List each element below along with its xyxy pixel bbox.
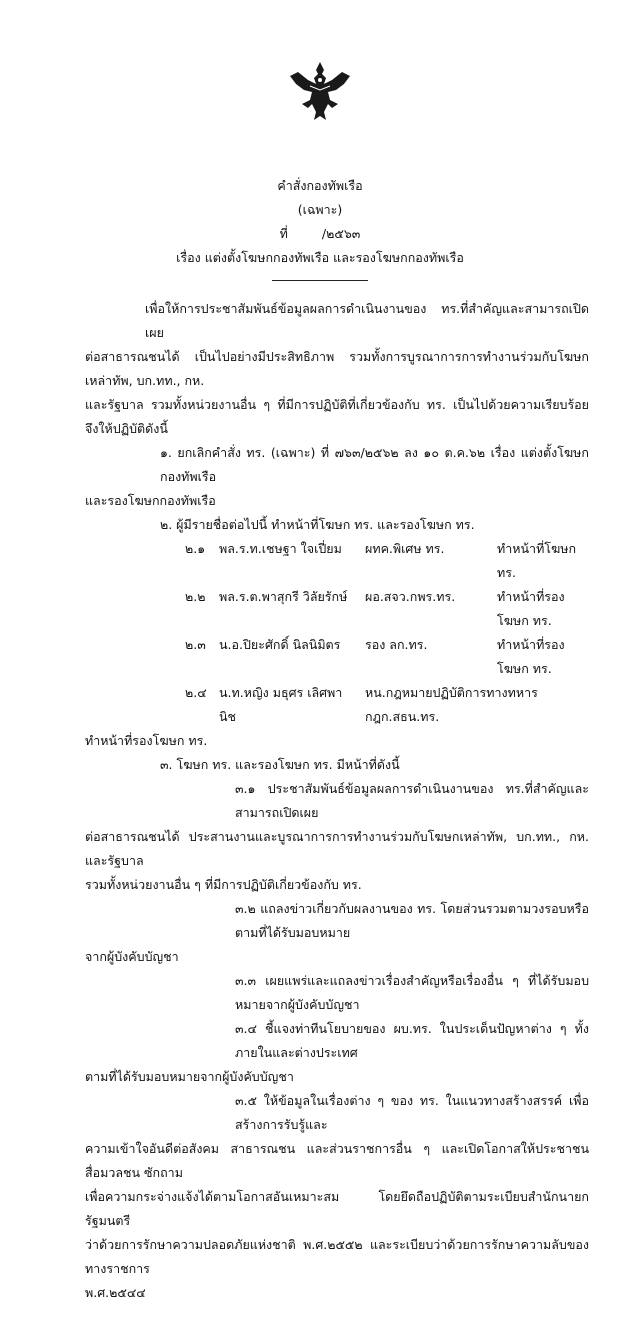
appointee-position: ผอ.สจว.กพร.ทร. xyxy=(365,589,456,604)
duty-3-5-cont: พ.ศ.๒๕๔๔ xyxy=(85,1285,146,1300)
duty-3-5: ๓.๕ ให้ข้อมูลในเรื่องต่าง ๆ ของ ทร. ในแนวทางสร้างสรรค์ เพื่อสร้างการรับรู้และ xyxy=(235,1093,589,1132)
subject: เรื่อง แต่งตั้งโฆษกกองทัพเรือ และรองโฆษกกองทัพเรือ xyxy=(176,250,464,265)
appointee-number: ๒.๒ xyxy=(185,589,206,604)
divider xyxy=(272,280,368,281)
appointee-role: ทำหน้าที่โฆษก ทร. xyxy=(497,541,577,580)
duty-3-2-cont: จากผู้บังคับบัญชา xyxy=(85,949,179,964)
document-body xyxy=(0,124,640,1325)
duty-3-5-cont: ว่าด้วยการรักษาความปลอดภัยแห่งชาติ พ.ศ.๒๕๕๒ และระเบียบว่าด้วยการรักษาความลับของทางราชการ xyxy=(85,1237,589,1276)
duty-3-1-cont: รวมทั้งหน่วยงานอื่น ๆ ที่มีการปฏิบัติเกี่ยวข้องกับ ทร. xyxy=(85,877,362,892)
duty-3-3: ๓.๓ เผยแพร่และแถลงข่าวเรื่องสำคัญหรือเรื่องอื่น ๆ ที่ได้รับมอบหมายจากผู้บังคับบัญชา xyxy=(235,973,589,1012)
duty-3-4-cont: ตามที่ได้รับมอบหมายจากผู้บังคับบัญชา xyxy=(85,1069,294,1084)
appointee-name: น.ท.หญิง มธุศร เลิศพานิช xyxy=(219,685,343,724)
item-1: ๑. ยกเลิกคำสั่ง ทร. (เฉพาะ) ที่ ๗๖๓/๒๕๖๒ ลง ๑๐ ต.ค.๖๒ เรื่อง แต่งตั้งโฆษกกองทัพเรือ xyxy=(160,445,589,484)
duty-3-5-cont: เพื่อความกระจ่างแจ้งได้ตามโอกาสอันเหมาะสม โดยยึดถือปฏิบัติตามระเบียบสำนักนายกรัฐมนตรี xyxy=(85,1189,589,1228)
appointee-list xyxy=(85,537,589,729)
appointee-position: ผทค.พิเศษ ทร. xyxy=(365,541,445,556)
appointee-name: พล.ร.ต.พาสุกรี วิลัยรักษ์ xyxy=(219,589,348,604)
document-title: คำสั่งกองทัพเรือ xyxy=(277,178,363,193)
appointee-name: พล.ร.ท.เชษฐา ใจเปี่ยม xyxy=(219,541,342,556)
duty-3-5-cont: ความเข้าใจอันดีต่อสังคม สาธารณชน และส่วนราชการอื่น ๆ และเปิดโอกาสให้ประชาชน สื่อมวลชน ซักถาม xyxy=(85,1141,589,1180)
appointee-name: น.อ.ปิยะศักดิ์ นิลนิมิตร xyxy=(219,637,341,652)
duty-3-2: ๓.๒ แถลงข่าวเกี่ยวกับผลงานของ ทร. โดยส่วนรวมตามวงรอบหรือตามที่ได้รับมอบหมาย xyxy=(235,901,589,940)
duty-3-4: ๓.๔ ชี้แจงท่าทีนโยบายของ ผบ.ทร. ในประเด็นปัญหาต่าง ๆ ทั้งภายในและต่างประเทศ xyxy=(235,1021,589,1060)
item-1-cont: และรองโฆษกกองทัพเรือ xyxy=(85,493,216,508)
classification: (เฉพาะ) xyxy=(297,202,343,217)
order-number-row xyxy=(0,222,640,246)
order-number-label: ที่ xyxy=(279,226,288,241)
intro-line: ต่อสาธารณชนได้ เป็นไปอย่างมีประสิทธิภาพ รวมทั้งการบูรณาการการทำงานร่วมกับโฆษกเหล่าทัพ, บก.ทท., กห. xyxy=(85,349,589,388)
appointee-number: ๒.๓ xyxy=(185,637,206,652)
item-2-heading: ๒. ผู้มีรายชื่อต่อไปนี้ ทำหน้าที่โฆษก ทร. และรองโฆษก ทร. xyxy=(160,517,475,532)
duty-3-1-cont: ต่อสาธารณชนได้ ประสานงานและบูรณาการการทำงานร่วมกับโฆษกเหล่าทัพ, บก.ทท., กห. และรัฐบาล xyxy=(85,829,589,868)
intro-line: เพื่อให้การประชาสัมพันธ์ข้อมูลผลการดำเนินงานของ ทร.ที่สำคัญและสามารถเปิดเผย xyxy=(145,301,589,340)
duty-3-1: ๓.๑ ประชาสัมพันธ์ข้อมูลผลการดำเนินงานของ ทร.ที่สำคัญและสามารถเปิดเผย xyxy=(235,781,589,820)
appointee-position: หน.กฎหมายปฏิบัติการทางทหาร กฎก.สธน.ทร. xyxy=(365,685,538,724)
appointee-number: ๒.๔ xyxy=(185,685,207,700)
item-3-heading: ๓. โฆษก ทร. และรองโฆษก ทร. มีหน้าที่ดังนี้ xyxy=(160,757,400,772)
appointee-number: ๒.๑ xyxy=(185,541,206,556)
order-number: /๒๕๖๓ xyxy=(321,226,361,241)
appointee-role: ทำหน้าที่รองโฆษก ทร. xyxy=(497,637,565,676)
appointee-role: ทำหน้าที่รองโฆษก ทร. xyxy=(85,733,208,748)
appointee-role: ทำหน้าที่รองโฆษก ทร. xyxy=(497,589,565,628)
intro-line: และรัฐบาล รวมทั้งหน่วยงานอื่น ๆ ที่มีการปฏิบัติที่เกี่ยวข้องกับ ทร. เป็นไปด้วยความเรียบร้อย จึงให้ปฏิบัติดังนี้ xyxy=(85,397,589,436)
appointee-position: รอง ลก.ทร. xyxy=(365,637,428,652)
garuda-emblem-icon xyxy=(288,0,352,124)
